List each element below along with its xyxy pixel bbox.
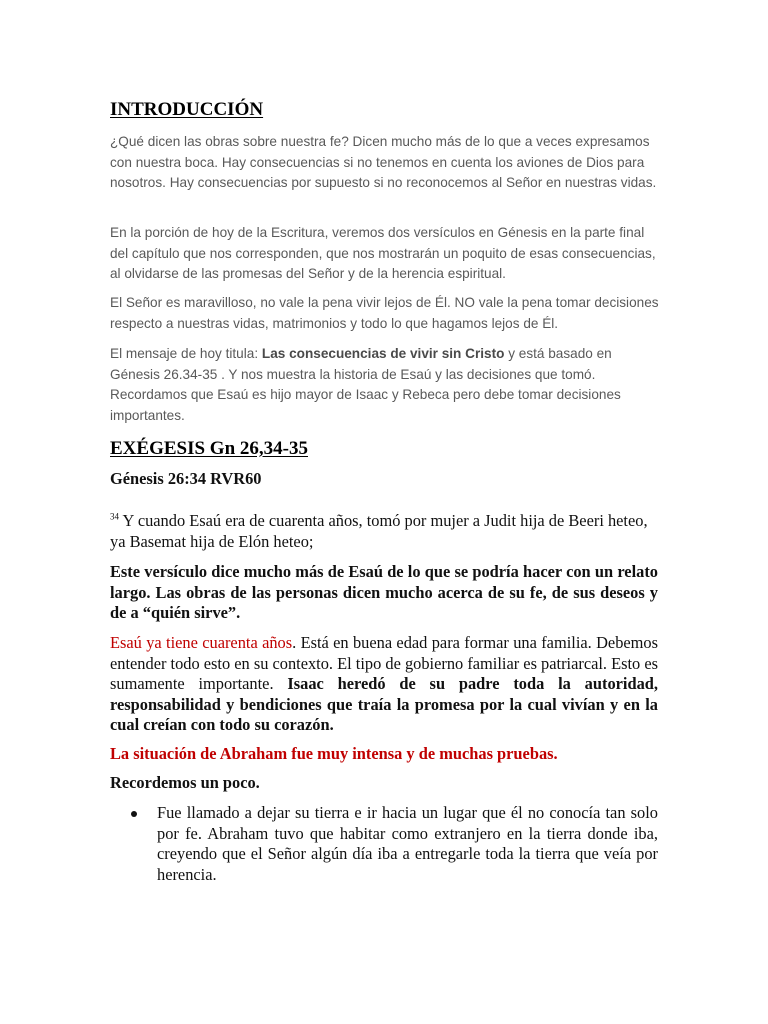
message-title: Las consecuencias de vivir sin Cristo xyxy=(261,346,505,361)
exegesis-heading: EXÉGESIS Gn 26,34-35 xyxy=(110,438,308,459)
verse-reference: Génesis 26:34 RVR60 xyxy=(110,469,262,488)
verse-body: Y cuando Esaú era de cuarenta años, tomó por mujer a Judit hija de Beeri heteo, ya Basemat hija de Elón heteo; xyxy=(110,511,648,551)
bullet-text: Fue llamado a dejar su tierra e ir hacia un lugar que él no conocía tan solo por fe. Abraham tuvo que habitar como extranjero en la tierra donde iba, creyendo que el Señor algún día iba a entregarle toda la tierra que veía por herencia. xyxy=(157,803,658,884)
message-suffix: y está basado en Génesis 26.34-35 . Y nos muestra la historia de Esaú y las decisiones que tomó. Recordamos que Esaú es hijo mayor de Isaac y Rebeca pero debe tomar decisiones importantes. xyxy=(110,346,621,423)
intro-paragraph-3: El Señor es maravilloso, no vale la pena vivir lejos de Él. NO vale la pena tomar decisiones respecto a nuestras vidas, matrimonios y todo lo que hagamos lejos de Él. xyxy=(110,295,659,331)
verse-text xyxy=(110,511,658,552)
esau-age-highlight: Esaú ya tiene cuarenta años xyxy=(110,633,293,652)
intro-paragraph-4 xyxy=(110,344,662,426)
recordemos-line: Recordemos un poco. xyxy=(110,773,260,792)
isaac-inheritance: Isaac heredó de su padre toda la autoridad, responsabilidad y bendiciones que traía la promesa por la cual vivían y en la cual creían con todo su corazón. xyxy=(110,674,658,735)
bullet-icon xyxy=(131,811,137,817)
esau-context: . Está en buena edad para formar una familia. Debemos entender todo esto en su contexto. El tipo de gobierno familiar es patriarcal. Esto es sumamente importante. xyxy=(110,633,659,694)
verse-number: 34 xyxy=(110,511,119,522)
abraham-situation: La situación de Abraham fue muy intensa y de muchas pruebas. xyxy=(110,744,558,763)
esau-paragraph xyxy=(110,633,658,736)
verse-commentary: Este versículo dice mucho más de Esaú de lo que se podría hacer con un relato largo. Las obras de las personas dicen mucho acerca de su fe, de sus deseos y de a “quién sirve”. xyxy=(110,562,658,623)
intro-heading: INTRODUCCIÓN xyxy=(110,99,264,120)
message-prefix: El mensaje de hoy titula: xyxy=(110,346,262,361)
intro-paragraph-1: ¿Qué dicen las obras sobre nuestra fe? Dicen mucho más de lo que a veces expresamos con nuestra boca. Hay consecuencias si no tenemos en cuenta los aviones de Dios para nosotros. Hay consecuencias por supuesto si no reconocemos al Señor en nuestras vidas. xyxy=(110,134,657,191)
intro-paragraph-2: En la porción de hoy de la Escritura, veremos dos versículos en Génesis en la parte final del capítulo que nos corresponden, que nos mostrarán un poquito de esas consecuencias, al olvidarse de las promesas del Señor y de la herencia espiritual. xyxy=(110,225,656,282)
